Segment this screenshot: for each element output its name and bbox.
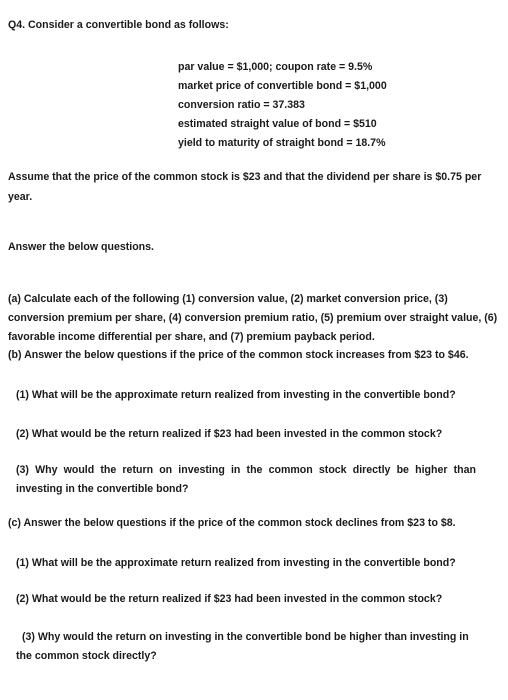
bond-detail-par-coupon: par value = $1,000; coupon rate = 9.5% xyxy=(178,61,373,73)
assumption-text: Assume that the price of the common stock is $23 and that the dividend per share is $0.75 per year. xyxy=(8,171,482,203)
part-b-question-1: (1) What will be the approximate return realized from investing in the convertible bond? xyxy=(16,389,456,401)
part-c-question-3: (3) Why would the return on investing in the convertible bond be higher than investing in the common stock directly? xyxy=(16,631,469,662)
bond-details-list xyxy=(178,58,387,153)
part-b-question-2: (2) What would be the return realized if $23 had been invested in the common stock? xyxy=(16,428,443,440)
bond-detail-market-price: market price of convertible bond = $1,000 xyxy=(178,80,387,92)
bond-detail-conversion-ratio: conversion ratio = 37.383 xyxy=(178,99,305,111)
answer-prompt: Answer the below questions. xyxy=(8,241,154,253)
bond-detail-yield: yield to maturity of straight bond = 18.7% xyxy=(178,137,386,149)
part-b-question-3: (3) Why would the return on investing in the common stock directly be higher than investing in the convertible bond? xyxy=(16,464,476,495)
part-c-question-1: (1) What will be the approximate return realized from investing in the convertible bond? xyxy=(16,557,456,569)
part-c-question-2: (2) What would be the return realized if $23 had been invested in the common stock? xyxy=(16,593,443,605)
question-title: Q4. Consider a convertible bond as follows: xyxy=(8,19,229,31)
part-b-intro: (b) Answer the below questions if the price of the common stock increases from $23 to $46. xyxy=(8,349,469,361)
bond-detail-straight-value: estimated straight value of bond = $510 xyxy=(178,118,377,130)
part-c-intro: (c) Answer the below questions if the price of the common stock declines from $23 to $8. xyxy=(8,517,456,529)
part-a-text: (a) Calculate each of the following (1) conversion value, (2) market conversion price, (3) conversion premium per share, (4) conversion premium ratio, (5) premium over straight value, (6) favorable income differential per share, and (7) premium payback period. xyxy=(8,293,498,343)
